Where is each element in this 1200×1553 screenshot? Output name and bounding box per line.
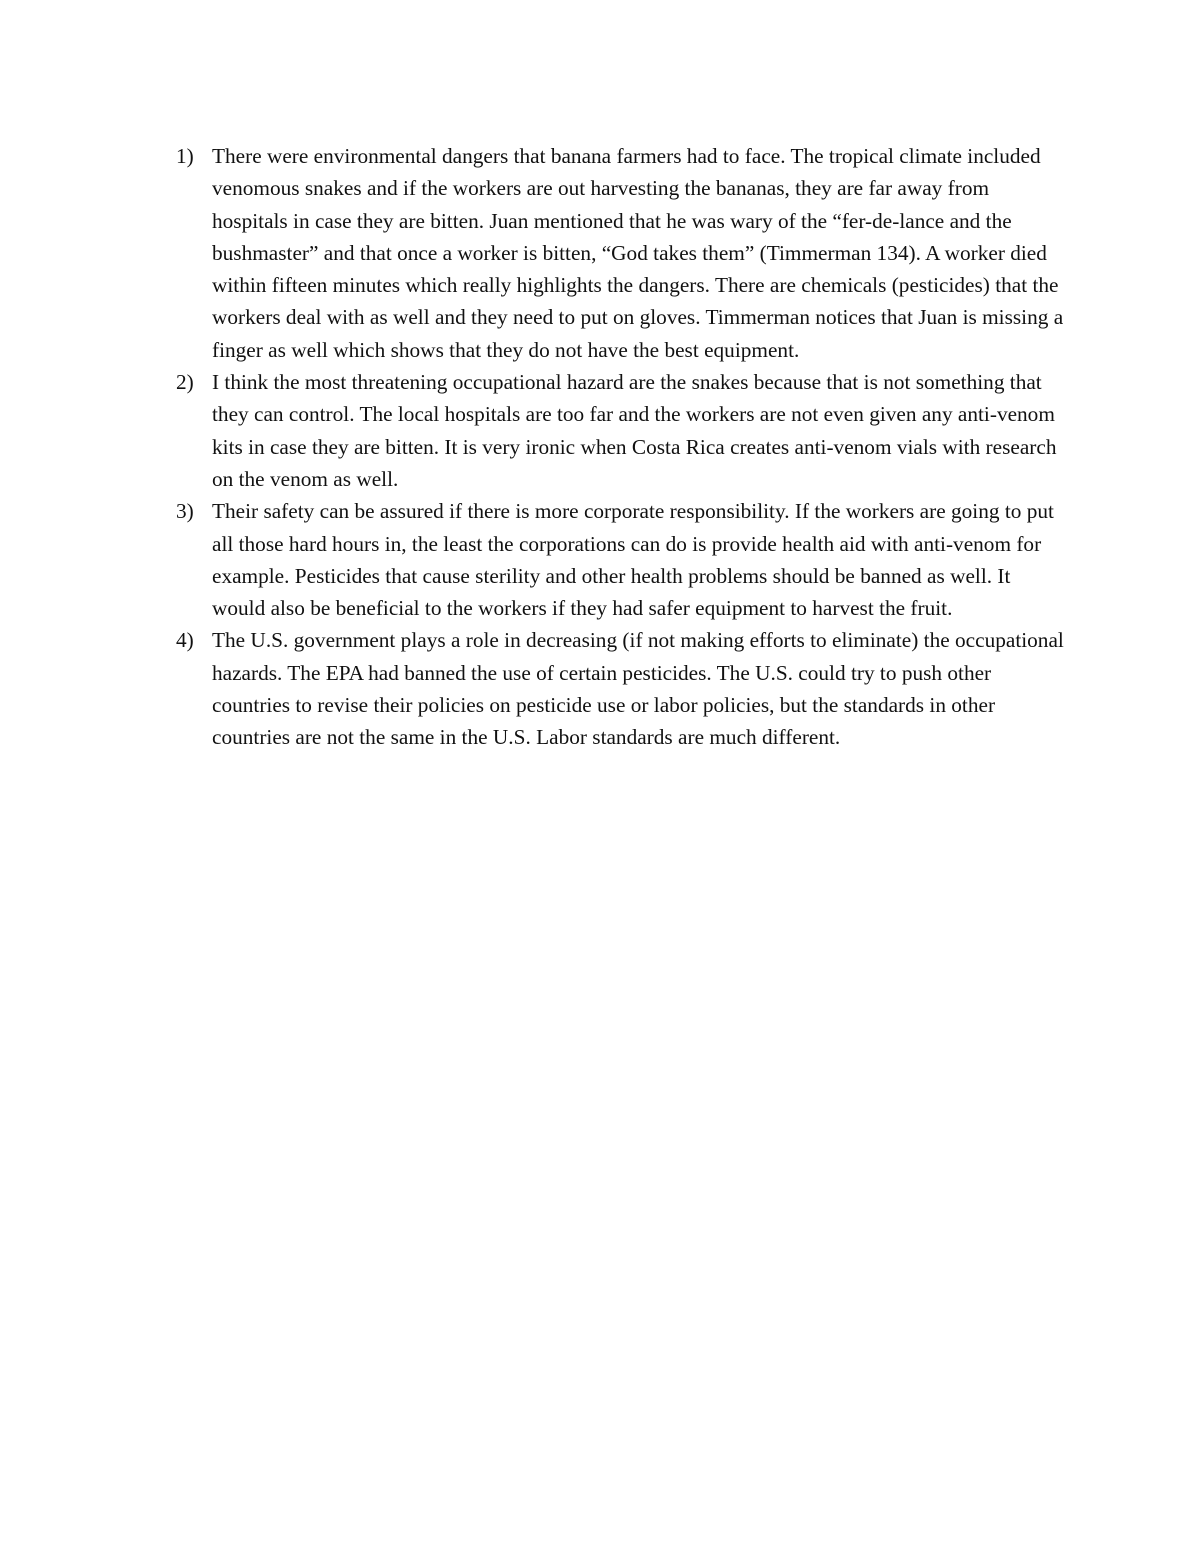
list-item-number: 2)	[176, 370, 194, 395]
list-item	[176, 366, 1066, 495]
list-item-text: Their safety can be assured if there is more corporate responsibility. If the workers are going to put all those hard hours in, the least the corporations can do is provide health aid with anti-venom for example. Pesticides that cause sterility and other health problems should be banned as well. It would also be beneficial to the workers if they had safer equipment to harvest the fruit.	[212, 499, 1054, 621]
list-item-number: 3)	[176, 499, 194, 524]
list-item	[176, 624, 1066, 753]
list-item	[176, 495, 1066, 624]
list-item	[176, 140, 1066, 366]
list-item-number: 4)	[176, 628, 194, 653]
list-item-text: There were environmental dangers that banana farmers had to face. The tropical climate included venomous snakes and if the workers are out harvesting the bananas, they are far away from hospitals in case they are bitten. Juan mentioned that he was wary of the “fer-de-lance and the bushmaster” and that once a worker is bitten, “God takes them” (Timmerman 134). A worker died within fifteen minutes which really highlights the dangers. There are chemicals (pesticides) that the workers deal with as well and they need to put on gloves. Timmerman notices that Juan is missing a finger as well which shows that they do not have the best equipment.	[212, 144, 1064, 362]
list-item-text: I think the most threatening occupational hazard are the snakes because that is not something that they can control. The local hospitals are too far and the workers are not even given any anti-venom kits in case they are bitten. It is very ironic when Costa Rica creates anti-venom vials with research on the venom as well.	[212, 370, 1057, 491]
list-item-text: The U.S. government plays a role in decreasing (if not making efforts to eliminate) the occupational hazards. The EPA had banned the use of certain pesticides. The U.S. could try to push other countries to revise their policies on pesticide use or labor policies, but the standards in other countries are not the same in the U.S. Labor standards are much different.	[212, 628, 1064, 750]
numbered-list	[176, 140, 1066, 754]
list-item-number: 1)	[176, 144, 194, 168]
